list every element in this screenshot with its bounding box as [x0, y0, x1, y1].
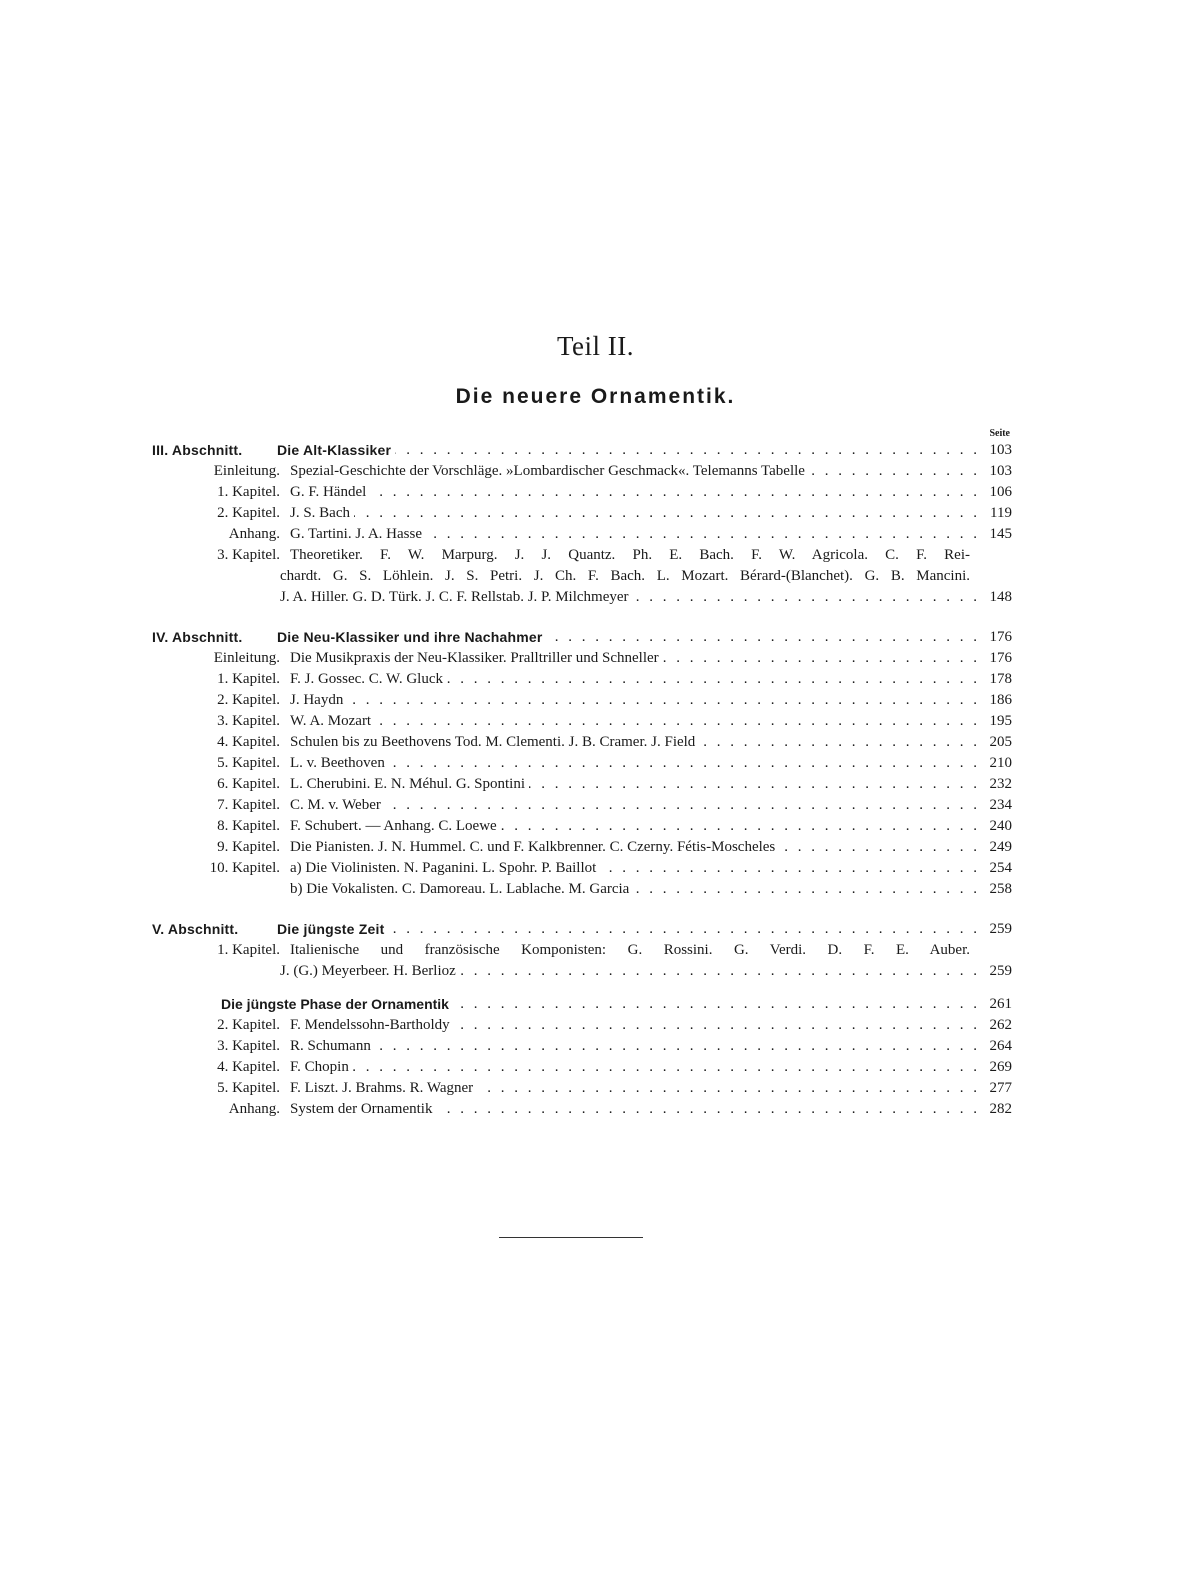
entry-label: Einleitung. [213, 463, 280, 479]
leader-dots [460, 961, 980, 982]
toc-entry [152, 482, 1012, 503]
leader-dots [529, 774, 980, 795]
section-label: IV. Abschnitt. [152, 629, 243, 645]
section-title: Die jüngste Zeit [277, 921, 385, 937]
entry-text: b) Die Vokalisten. C. Damoreau. L. Lablache. M. Garcia [290, 881, 630, 897]
entry-label: 5. Kapitel. [217, 755, 280, 771]
leader-dots [395, 440, 980, 461]
page-number: 119 [990, 505, 1012, 521]
entry-label: 2. Kapitel. [217, 505, 280, 521]
leader-dots [375, 711, 980, 732]
page-number: 232 [989, 776, 1012, 792]
toc-entry [152, 1078, 1012, 1099]
entry-text-continued: J. (G.) Meyerbeer. H. Berlioz [280, 963, 456, 979]
page-number: 262 [989, 1017, 1012, 1033]
entry-label: 1. Kapitel. [217, 484, 280, 500]
entry-label: 2. Kapitel. [217, 692, 280, 708]
entry-label: Anhang. [228, 526, 280, 542]
entry-label: 3. Kapitel. [217, 1038, 280, 1054]
toc-entry [152, 1099, 1012, 1120]
page-number: 145 [989, 526, 1012, 542]
entry-text: W. A. Mozart [290, 713, 372, 729]
part-title: Teil II. [556, 331, 635, 361]
entry-continuation [152, 961, 1012, 982]
leader-dots [779, 837, 980, 858]
page-number: 103 [989, 442, 1012, 458]
entry-text: G. Tartini. J. A. Hasse [290, 526, 422, 542]
page-number: 264 [989, 1038, 1012, 1054]
entry-continuation [152, 566, 1012, 587]
entry-text: J. Haydn [290, 692, 344, 708]
entry-text: R. Schumann [290, 1038, 371, 1054]
toc-entry [152, 1036, 1012, 1057]
table-of-contents [152, 428, 1012, 1139]
entry-text-continued: chardt. G. S. Löhlein. J. S. Petri. J. Ch. F. Bach. L. Mozart. Bérard-(Blanchet). G. B. Mancini. [280, 568, 970, 584]
leader-dots [354, 503, 980, 524]
page-number: 176 [989, 629, 1012, 645]
toc-entry [152, 524, 1012, 545]
entry-text: C. M. v. Weber [290, 797, 381, 813]
leader-dots [447, 669, 980, 690]
entry-text-continued: J. A. Hiller. G. D. Türk. J. C. F. Rellstab. J. P. Milchmeyer [280, 589, 629, 605]
entry-text: Die Musikpraxis der Neu-Klassiker. Pralltriller und Schneller [290, 650, 659, 666]
section-heading [152, 440, 1012, 461]
entry-text: G. F. Händel [290, 484, 367, 500]
section-label: V. Abschnitt. [152, 921, 239, 937]
page-number: 259 [989, 921, 1012, 937]
page-number: 210 [989, 755, 1012, 771]
toc-entry [152, 816, 1012, 837]
entry-text: F. Liszt. J. Brahms. R. Wagner [290, 1080, 474, 1096]
section-iv [152, 627, 1012, 900]
page-number: 240 [989, 818, 1012, 834]
page-number: 282 [989, 1101, 1012, 1117]
leader-dots [501, 816, 980, 837]
leader-dots [699, 732, 980, 753]
toc-entry [152, 669, 1012, 690]
leader-dots [633, 879, 980, 900]
entry-text: F. Schubert. — Anhang. C. Loewe [290, 818, 497, 834]
leader-dots [453, 994, 980, 1015]
phase-heading [152, 994, 1012, 1015]
leader-dots [388, 919, 980, 940]
phase-title: Die jüngste Phase der Ornamentik [221, 996, 449, 1012]
page-number: 259 [989, 963, 1012, 979]
toc-entry [152, 795, 1012, 816]
page-number: 106 [989, 484, 1012, 500]
toc-entry [152, 732, 1012, 753]
toc-entry [152, 1015, 1012, 1036]
leader-dots [663, 648, 980, 669]
page-number: 186 [989, 692, 1012, 708]
page-number: 249 [989, 839, 1012, 855]
section-iii [152, 440, 1012, 608]
section-title: Die Alt-Klassiker [277, 442, 392, 458]
toc-entry [152, 711, 1012, 732]
entry-text: L. Cherubini. E. N. Méhul. G. Spontini [290, 776, 525, 792]
leader-dots [809, 461, 980, 482]
leader-dots [477, 1078, 980, 1099]
toc-entry [152, 461, 1012, 482]
seite-label: Seite [989, 428, 1010, 439]
page-number: 148 [989, 589, 1012, 605]
toc-entry [152, 837, 1012, 858]
leader-dots [633, 587, 980, 608]
toc-entry [152, 858, 1012, 879]
entry-label: 8. Kapitel. [217, 818, 280, 834]
toc-entry [152, 753, 1012, 774]
entry-label: 7. Kapitel. [217, 797, 280, 813]
toc-entry [152, 690, 1012, 711]
entry-label: 9. Kapitel. [217, 839, 280, 855]
entry-label: 5. Kapitel. [217, 1080, 280, 1096]
end-rule [499, 1237, 643, 1238]
page-number: 277 [989, 1080, 1012, 1096]
entry-label: 2. Kapitel. [217, 1017, 280, 1033]
entry-label: Einleitung. [213, 650, 280, 666]
entry-continuation [152, 587, 1012, 608]
page-number: 269 [989, 1059, 1012, 1075]
leader-dots [385, 795, 980, 816]
leader-dots [353, 1057, 980, 1078]
section-title: Die Neu-Klassiker und ihre Nachahmer [277, 629, 543, 645]
toc-entry [152, 503, 1012, 524]
section-label: III. Abschnitt. [152, 442, 243, 458]
entry-text: F. Mendelssohn-Bartholdy [290, 1017, 450, 1033]
toc-entry [152, 1057, 1012, 1078]
page-number: 103 [989, 463, 1012, 479]
entry-label: 6. Kapitel. [217, 776, 280, 792]
entry-label: 1. Kapitel. [217, 942, 280, 958]
entry-label: 3. Kapitel. [217, 547, 280, 563]
section-v [152, 919, 1012, 1120]
entry-text: System der Ornamentik [290, 1101, 433, 1117]
leader-dots [454, 1015, 980, 1036]
page-number: 205 [989, 734, 1012, 750]
page-number: 195 [989, 713, 1012, 729]
toc-entry [152, 774, 1012, 795]
page-number: 176 [989, 650, 1012, 666]
section-heading [152, 919, 1012, 940]
toc-entry [152, 545, 1012, 566]
toc-entry [152, 879, 1012, 900]
page-number: 254 [989, 860, 1012, 876]
leader-dots [436, 1099, 980, 1120]
page-number: 258 [989, 881, 1012, 897]
entry-text: Spezial-Geschichte der Vorschläge. »Lombardischer Geschmack«. Telemanns Tabelle [290, 463, 805, 479]
entry-label: 4. Kapitel. [217, 1059, 280, 1075]
leader-dots [370, 482, 980, 503]
entry-label: Anhang. [228, 1101, 280, 1117]
leader-dots [426, 524, 980, 545]
entry-text: L. v. Beethoven [290, 755, 385, 771]
leader-dots [389, 753, 980, 774]
entry-text: Theoretiker. F. W. Marpurg. J. J. Quantz. Ph. E. Bach. F. W. Agricola. C. F. Rei- [290, 547, 970, 563]
entry-text: Italienische und französische Komponisten: G. Rossini. G. Verdi. D. F. E. Auber. [290, 942, 970, 958]
entry-text: F. J. Gossec. C. W. Gluck [290, 671, 443, 687]
entry-text: J. S. Bach [290, 505, 350, 521]
toc-entry [152, 648, 1012, 669]
page-number: 178 [989, 671, 1012, 687]
section-heading [152, 627, 1012, 648]
leader-dots [547, 627, 980, 648]
leader-dots [600, 858, 980, 879]
entry-label: 1. Kapitel. [217, 671, 280, 687]
entry-label: 4. Kapitel. [217, 734, 280, 750]
entry-label: 3. Kapitel. [217, 713, 280, 729]
entry-label: 10. Kapitel. [209, 860, 280, 876]
entry-text: F. Chopin [290, 1059, 349, 1075]
entry-text: Schulen bis zu Beethovens Tod. M. Clementi. J. B. Cramer. J. Field [290, 734, 696, 750]
page-number: 234 [989, 797, 1012, 813]
entry-text: a) Die Violinisten. N. Paganini. L. Spohr. P. Baillot [290, 860, 597, 876]
leader-dots [375, 1036, 980, 1057]
toc-entry [152, 940, 1012, 961]
part-subtitle: Die neuere Ornamentik. [455, 385, 736, 408]
entry-text: Die Pianisten. J. N. Hummel. C. und F. Kalkbrenner. C. Czerny. Fétis-Moscheles [290, 839, 776, 855]
page-number: 261 [989, 996, 1012, 1012]
leader-dots [347, 690, 980, 711]
